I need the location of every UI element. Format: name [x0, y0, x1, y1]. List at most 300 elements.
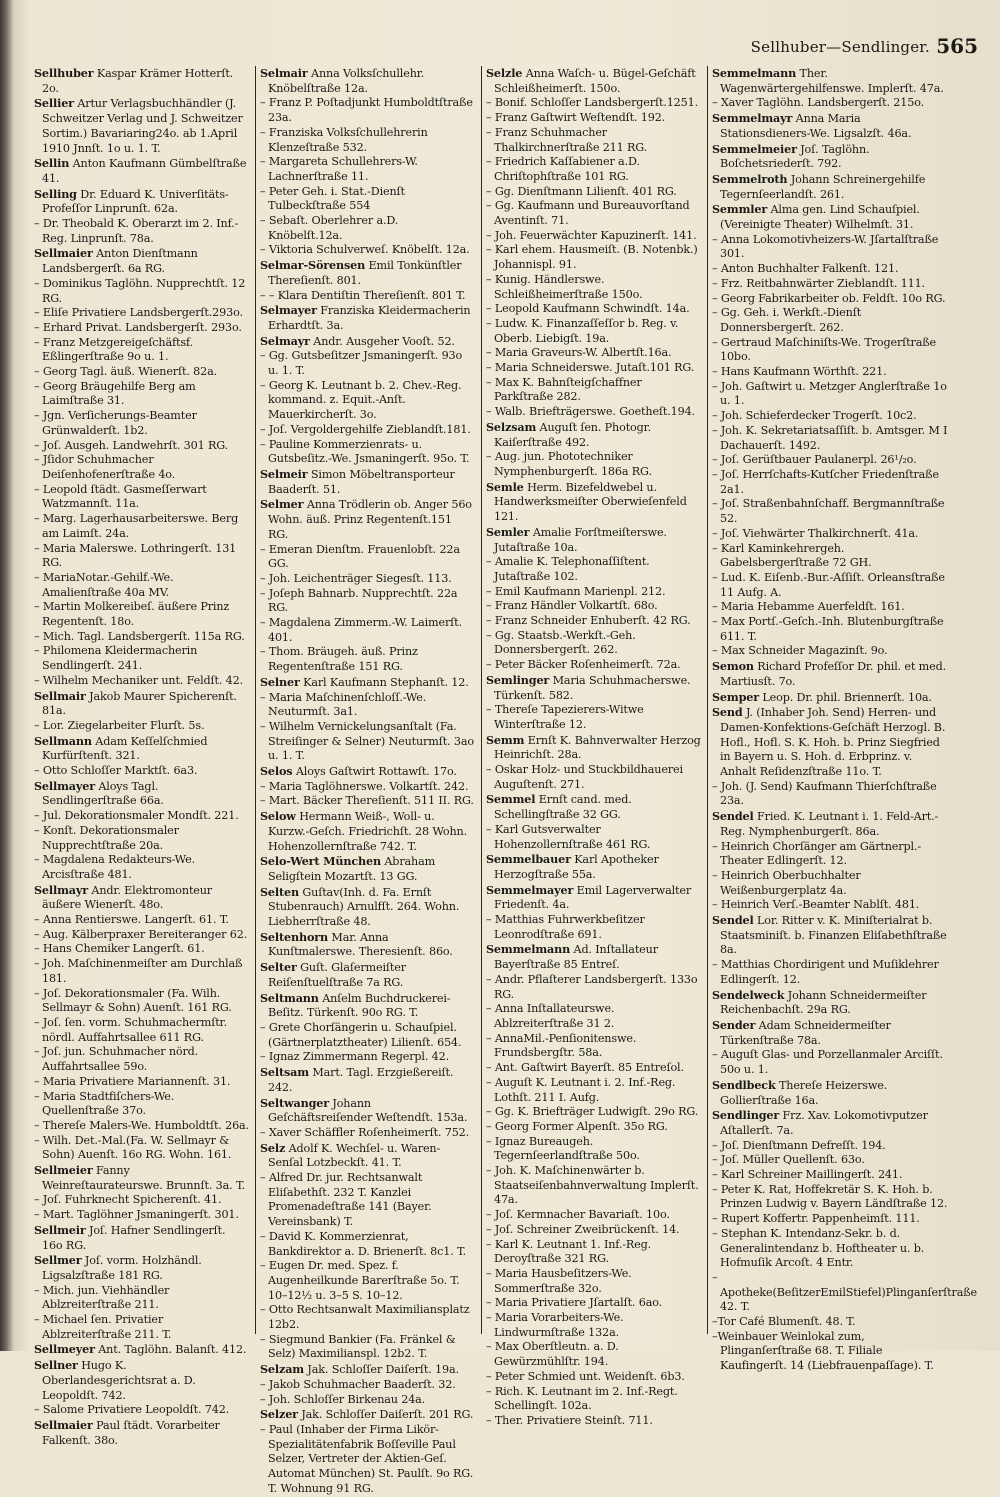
directory-entry	[34, 1403, 249, 1418]
entry-surname: Sellmair	[34, 688, 86, 703]
directory-entry	[712, 1108, 950, 1138]
entry-details: – Mich. jun. Viehhändler Ablzreiterſtraße 211.	[34, 1283, 170, 1312]
entry-details: Hugo K. Oberlandesgerichtsrat a. D. Leopoldſt. 742.	[42, 1359, 196, 1402]
entry-details: – Maria Malerswe. Lothringerſt. 131 RG.	[34, 541, 237, 570]
directory-entry	[34, 512, 249, 541]
entry-details: – Dr. Theobald K. Oberarzt im 2. Inf.-Reg. Linprunſt. 78a.	[34, 217, 239, 245]
entry-details: Paul ſtädt. Vorarbeiter Falkenſt. 38o.	[42, 1418, 220, 1447]
directory-entry	[712, 571, 950, 600]
directory-entry	[260, 1021, 475, 1050]
entry-details: – Franz P. Poſtadjunkt Humboldtſtraße 23a.	[260, 96, 473, 125]
directory-entry	[486, 1032, 701, 1061]
directory-entry	[260, 467, 475, 497]
directory-entry	[34, 779, 249, 809]
entry-details: Jak. Schloſſer Daiſerſt. 19a.	[307, 1363, 459, 1377]
directory-entry	[486, 629, 701, 658]
directory-entry	[34, 1342, 249, 1358]
directory-entry	[260, 645, 475, 674]
directory-entry	[486, 599, 701, 614]
directory-entry	[34, 409, 249, 438]
entry-details: Abraham Seligſtein Mozartſt. 13 GG.	[268, 855, 436, 883]
entry-details: – Heinrich Verſ.-Beamter Nablſt. 481.	[712, 898, 920, 912]
entry-details: – Alfred Dr. jur. Rechtsanwalt Eliſabethſt. 232 T. Kanzlei Promenadeſtraße 141 (Bayer. Vereinsbank) T.	[260, 1171, 432, 1229]
entry-details: – Joh. Schieferdecker Trogerſt. 10c2.	[712, 409, 917, 423]
entry-surname: Selmayer	[260, 303, 317, 318]
entry-surname: Semmel	[486, 792, 536, 807]
entry-details: – Karl Schreiner Maillingerſt. 241.	[712, 1168, 903, 1182]
directory-entry	[486, 614, 701, 629]
directory-entry	[712, 690, 950, 706]
directory-entry	[34, 156, 249, 186]
entry-details: Joſ. vorm. Holzhändl. Ligsalzſtraße 181 RG.	[42, 1254, 202, 1282]
entry-surname: Sellner	[34, 1358, 78, 1373]
directory-entry	[712, 306, 950, 335]
running-title: Sellhuber—Sendlinger.	[750, 38, 930, 56]
directory-entry	[486, 1340, 701, 1369]
entry-surname: Selow	[260, 809, 296, 824]
entry-details: Dr. Eduard K. Univerſitäts-Profeſſor Linprunſt. 62a.	[42, 187, 229, 216]
entry-details: – Michael ſen. Privatier Ablzreiterſtraße 211. T.	[34, 1313, 172, 1341]
entry-details: Karl Kaufmann Stephanſt. 12.	[303, 675, 469, 689]
page-number: 565	[936, 34, 978, 58]
directory-entry	[486, 346, 701, 361]
directory-entry	[712, 66, 950, 96]
directory-entry	[712, 262, 950, 277]
entry-details: – Ant. Gaſtwirt Bayerſt. 85 Entreſol.	[486, 1061, 684, 1075]
entry-details: Adam Schneidermeiſter Türkenſtraße 78a.	[720, 1019, 891, 1047]
entry-surname: Semmelroth	[712, 171, 788, 186]
entry-details: – Peter Schmied unt. Weidenſt. 6b3.	[486, 1369, 685, 1383]
entry-details: – Rich. K. Leutnant im 2. Inf.-Regt. Schellingſt. 102a.	[486, 1384, 678, 1413]
entry-surname: Sendel	[712, 809, 754, 824]
entry-surname: Sendlinger	[712, 1108, 780, 1123]
directory-entry	[34, 217, 249, 246]
entry-details: – Peter Geh. i. Stat.-Dienſt Tulbeckſtraße 554	[260, 184, 405, 213]
directory-entry	[712, 898, 950, 913]
entry-surname: Sendelweck	[712, 987, 785, 1002]
entry-details: – Otto Schloſſer Marktſt. 6a3.	[34, 764, 198, 778]
entry-details: – Matthias Chordirigent und Muſiklehrer Edlingerſt. 12.	[712, 958, 939, 986]
directory-entry	[260, 349, 475, 378]
entry-surname: Semmler	[712, 202, 768, 217]
directory-entry	[712, 365, 950, 380]
directory-entry	[712, 600, 950, 615]
directory-entry	[712, 172, 950, 202]
entry-surname: Sellmeier	[34, 1163, 93, 1178]
entry-details: Adolf K. Wechſel- u. Waren-Senſal Lotzbeckſt. 41. T.	[268, 1141, 441, 1170]
entry-surname: Selmer	[260, 497, 304, 512]
entry-surname: Semmelmayer	[486, 882, 574, 897]
directory-entry	[34, 853, 249, 882]
directory-entry	[34, 913, 249, 928]
directory-entry	[486, 361, 701, 376]
entry-details: Fanny Weinreſtaurateurswe. Brunnſt. 3a. T.	[42, 1164, 246, 1192]
entry-details: – Friedrich Kaſſabiener a.D. Chriſtophſtraße 101 RG.	[486, 155, 640, 183]
entry-details: Simon Möbeltransporteur Baaderſt. 51.	[268, 467, 455, 496]
entry-details: – Joſeph Bahnarb. Nupprechtſt. 22a RG.	[260, 586, 458, 615]
entry-details: – Joſ. Vergoldergehilfe Zieblandſt.181.	[260, 422, 471, 436]
directory-entry	[260, 572, 475, 587]
entry-details: – Peter K. Rat, Hoffekretär S. K. Hoh. b. Prinzen Ludwig v. Bayern Ländſtraße 12.	[712, 1182, 948, 1211]
entry-details: – Maria Hebamme Auerfeldſt. 161.	[712, 600, 905, 614]
directory-entry	[712, 336, 950, 365]
directory-entry	[260, 780, 475, 795]
entry-details: – David K. Kommerzienrat, Bankdirektor a. D. Brienerſt. 8c1. T.	[260, 1229, 467, 1258]
entry-details: – Gg. Gutsbeſitzer Jsmaningerſt. 93o u. 1. T.	[260, 349, 463, 378]
entry-details: – Rupert Koffertr. Pappenheimſt. 111.	[712, 1212, 920, 1226]
directory-entry	[260, 1333, 475, 1362]
directory-entry	[260, 854, 475, 884]
entry-surname: Selzer	[260, 1407, 298, 1422]
directory-entry	[260, 379, 475, 423]
directory-entry	[712, 292, 950, 307]
entry-surname: Sellin	[34, 156, 70, 171]
directory-entry	[712, 497, 950, 526]
directory-entry	[34, 380, 249, 409]
entry-details: – Stephan K. Intendanz-Sekr. b. d. Generalintendanz b. Hoftheater u. b. Hofmuſik Arcoſt. 4 Entr.	[712, 1226, 925, 1270]
directory-entry	[260, 1378, 475, 1393]
directory-entry	[34, 1208, 249, 1223]
directory-entry	[34, 957, 249, 986]
directory-entry	[34, 439, 249, 454]
entry-details: – Georg Fabrikarbeiter ob. Feldſt. 10o RG.	[712, 291, 946, 305]
entry-details: – Max Oberſtleutn. a. D. Gewürzmühlſtr. 194.	[486, 1340, 619, 1369]
directory-entry	[486, 1061, 701, 1076]
directory-entry	[486, 155, 701, 184]
directory-entry	[34, 1090, 249, 1119]
directory-entry	[486, 96, 701, 111]
entry-details: – Jſidor Schuhmacher Deiſenhofenerſtraße 4o.	[34, 453, 176, 481]
directory-entry	[712, 869, 950, 898]
directory-entry	[260, 794, 475, 809]
entry-details: Emil Tonkünſtler Thereſienſt. 801.	[268, 259, 462, 287]
entry-surname: Selmayr	[260, 333, 310, 348]
entry-details: Richard Profeſſor Dr. phil. et med. Martiusſt. 7o.	[720, 660, 947, 688]
entry-details: – Gg. Dienſtmann Lilienſt. 401 RG.	[486, 184, 677, 198]
directory-entry	[486, 480, 701, 525]
entry-surname: Selo-Wert München	[260, 854, 381, 869]
directory-entry	[712, 380, 950, 409]
entry-details: – Emil Kaufmann Marienpl. 212.	[486, 584, 666, 598]
entry-details: – Georg Former Alpenſt. 35o RG.	[486, 1119, 668, 1133]
directory-entry	[34, 987, 249, 1016]
directory-entry	[34, 1075, 249, 1090]
directory-entry	[712, 202, 950, 232]
entry-details: Alma gen. Lind Schauſpiel. (Vereinigte Theater) Wilhelmſt. 31.	[720, 203, 920, 232]
directory-entry	[486, 763, 701, 792]
directory-entry	[712, 644, 950, 659]
directory-entry	[34, 1193, 249, 1208]
directory-entry	[260, 1423, 475, 1497]
entry-details: – Walb. Briefträgerswe. Goetheſt.194.	[486, 405, 695, 419]
directory-entry	[486, 942, 701, 972]
entry-details: – Joh. Schloſſer Birkenau 24a.	[260, 1392, 426, 1406]
directory-entry	[712, 542, 950, 571]
directory-entry	[486, 823, 701, 852]
directory-entry	[486, 273, 701, 302]
directory-entry	[260, 675, 475, 691]
directory-entry	[486, 126, 701, 155]
entry-details: Johann Schneidermeiſter Reichenbachſt. 29a RG.	[720, 988, 927, 1017]
column-1	[30, 66, 256, 1447]
entry-details: – Lor. Ziegelarbeiter Flurſt. 5s.	[34, 718, 205, 732]
entry-details: – Wilhelm Vernickelungsanſtalt (Fa. Streiſinger & Selner) Neuturmſt. 3ao u. 1. T.	[260, 719, 474, 763]
directory-entry	[486, 243, 701, 272]
directory-entry	[712, 1270, 978, 1315]
directory-entry	[34, 824, 249, 853]
directory-entry	[486, 1370, 701, 1385]
directory-entry	[260, 1259, 475, 1303]
entry-details: – Georg Bräugehilfe Berg am Laimſtraße 31.	[34, 379, 196, 408]
entry-details: Artur Verlagsbuchhändler (J. Schweitzer Verlag und J. Schweitzer Sortim.) Bavariaring24o. ab 1.April 1910 Jnnſt. 1o u. 1. T.	[42, 97, 243, 155]
directory-entry	[486, 1311, 701, 1340]
directory-entry	[260, 1096, 475, 1126]
directory-entry	[34, 571, 249, 600]
entry-details: – Dominikus Taglöhn. Nupprechtſt. 12 RG.	[34, 276, 246, 305]
entry-details: – Maria Maſchinenſchloſſ.-We. Neuturmſt. 3a1.	[260, 690, 427, 719]
entry-surname: Selzle	[486, 66, 523, 80]
entry-details: – Hans Kaufmann Wörthſt. 221.	[712, 365, 887, 379]
directory-entry	[34, 453, 249, 482]
entry-surname: Semon	[712, 659, 754, 674]
directory-entry	[486, 376, 701, 405]
entry-details: – Maria Hausbeſitzers-We. Sommerſtraße 32o.	[486, 1266, 632, 1295]
directory-entry	[712, 111, 950, 141]
adjacent-page-edge	[0, 60, 22, 1260]
entry-details: – Auguſt K. Leutnant i. 2. Inf.-Reg. Lothſt. 211 I. Aufg.	[486, 1075, 676, 1104]
entry-surname: Selz	[260, 1140, 286, 1155]
entry-details: – Amalie K. Telephonaſſiſtent. Jutaſtraße 102.	[486, 555, 650, 583]
entry-details: – Leopold Kaufmann Schwindſt. 14a.	[486, 302, 690, 316]
entry-details: Anna Waſch- u. Bügel-Geſchäft Schleißheimerſt. 150o.	[494, 67, 696, 95]
directory-entry	[712, 1330, 950, 1374]
entry-details: – Auguſt Glas- und Porzellanmaler Arciſſt. 50o u. 1.	[712, 1048, 943, 1077]
entry-details: – Jgn. Verſicherungs-Beamter Grünwalderſt. 1b2.	[34, 409, 197, 437]
entry-details: Hermann Weiß-, Woll- u. Kurzw.-Geſch. Friedrichſt. 28 Wohn. Hohenzollernſtraße 742. T.	[268, 810, 468, 853]
directory-entry	[712, 527, 950, 542]
directory-entry	[486, 792, 701, 822]
entry-details: – Karl ehem. Hausmeiſt. (B. Notenbk.) Johannispl. 91.	[486, 243, 698, 272]
entry-surname: Semm	[486, 732, 525, 747]
directory-entry	[260, 1230, 475, 1259]
directory-entry	[486, 1208, 701, 1223]
entry-details: – Peter Bäcker Roſenheimerſt. 72a.	[486, 658, 681, 672]
directory-entry	[712, 840, 950, 869]
entry-details: – Kunig. Händlerswe. Schleißheimerſtraße 150o.	[486, 272, 643, 301]
entry-surname: Semlinger	[486, 672, 550, 687]
directory-entry	[260, 1171, 475, 1230]
directory-entry	[34, 689, 249, 719]
directory-entry	[712, 142, 950, 172]
entry-details: – Maria Vorarbeiters-We. Lindwurmſtraße 132a.	[486, 1311, 624, 1339]
entry-details: – Eliſe Privatiere Landsbergerſt.293o.	[34, 306, 243, 320]
entry-details: – Anna Rentierswe. Langerſt. 61. T.	[34, 913, 229, 927]
entry-details: Anſelm Buchdruckerei-Beſitz. Türkenſt. 90o RG. T.	[268, 991, 451, 1020]
entry-details: – Heinrich Chorſänger am Gärtnerpl.-Theater Edlingerſt. 12.	[712, 839, 921, 868]
directory-entry	[34, 1313, 249, 1342]
directory-entry	[260, 764, 475, 780]
directory-entry	[712, 659, 950, 689]
directory-entry	[34, 1016, 249, 1045]
entry-details: Auguſt ſen. Photogr. Kaiſerſtraße 492.	[494, 420, 652, 449]
directory-entry	[486, 229, 701, 244]
entry-surname: Sellmaier	[34, 246, 93, 261]
directory-entry	[712, 913, 950, 958]
page-header	[40, 34, 978, 58]
directory-entry	[260, 991, 475, 1021]
entry-details: – Gg. Kaufmann und Bureauvorſtand Aventinſt. 71.	[486, 199, 690, 228]
directory-entry	[712, 1212, 950, 1227]
directory-entry	[34, 764, 249, 779]
entry-details: – Leopold ſtädt. Gasmeſſerwart Watzmannſt. 11a.	[34, 482, 207, 511]
directory-entry	[260, 334, 475, 350]
entry-details: Andr. Elektromonteur äußere Wienerſt. 48o.	[42, 883, 213, 912]
entry-surname: Semler	[486, 524, 530, 539]
entry-surname: Send	[712, 705, 743, 720]
entry-details: – Anna Lokomotivheizers-W. Jſartalſtraße 301.	[712, 232, 939, 261]
entry-surname: Selzam	[260, 1362, 304, 1377]
directory-entry	[260, 587, 475, 616]
entry-details: – Gg. Geh. i. Werkſt.-Dienſt Donnersbergerſt. 262.	[712, 306, 862, 334]
entry-surname: Sellmann	[34, 733, 92, 748]
entry-details: – Franz Schuhmacher Thalkirchnerſtraße 211 RG.	[486, 125, 648, 154]
entry-details: – Emeran Dienſtm. Frauenlobſt. 22a GG.	[260, 542, 460, 571]
entry-details: – Xaver Schäffler Roſenheimerſt. 752.	[260, 1125, 470, 1139]
directory-entry	[486, 1238, 701, 1267]
directory-entry	[486, 1135, 701, 1164]
entry-details: Anna Volksſchullehr. Knöbelſtraße 12a.	[268, 67, 425, 95]
entry-details: Amalie Forſtmeiſterswe. Jutaſtraße 10a.	[494, 525, 667, 554]
entry-details: – Franz Händler Volkartſt. 68o.	[486, 599, 658, 613]
directory-entry	[712, 1168, 950, 1183]
entry-details: Maria Schuhmacherswe. Türkenſt. 582.	[494, 673, 691, 702]
entry-details: – Joſ. Schreiner Zweibrückenſt. 14.	[486, 1222, 680, 1236]
entry-details: – Joſ. ſen. vorm. Schuhmachermſtr. nördl. Auffahrtsallee 611 RG.	[34, 1016, 227, 1044]
directory-entry	[712, 1227, 950, 1271]
directory-entry	[260, 155, 475, 184]
entry-details: Karl Apotheker Herzogſtraße 55a.	[494, 853, 659, 881]
directory-entry	[260, 185, 475, 214]
entry-details: – Marg. Lagerhausarbeiterswe. Berg am Laimſt. 24a.	[34, 512, 239, 540]
directory-entry	[712, 988, 950, 1018]
entry-details: – Maria Privatiere Jſartalſt. 6ao.	[486, 1296, 663, 1310]
directory-entry	[260, 885, 475, 930]
directory-entry	[486, 66, 701, 96]
entry-details: Andr. Ausgeher Vooſt. 52.	[313, 334, 455, 348]
directory-entry	[260, 1141, 475, 1171]
entry-details: – Gg. Staatsb.-Werkſt.-Geh. Donnersbergerſt. 262.	[486, 628, 636, 657]
entry-details: – Joh. (J. Send) Kaufmann Thierſchſtraße 23a.	[712, 779, 937, 808]
directory-entry	[486, 1076, 701, 1105]
entry-details: – Frz. Reitbahnwärter Zieblandſt. 111.	[712, 276, 925, 290]
directory-entry	[34, 306, 249, 321]
directory-entry	[486, 525, 701, 555]
directory-entry	[260, 1407, 475, 1423]
directory-entry	[34, 630, 249, 645]
entry-details: Ernſt K. Bahnverwalter Herzog Heinrichſt. 28a.	[494, 733, 701, 762]
entry-details: – – Klara Dentiſtin Thereſienſt. 801 T.	[260, 288, 466, 302]
directory-entry	[34, 1418, 249, 1448]
entry-details: Thereſe Heizerswe. Gollierſtraße 16a.	[720, 1078, 888, 1107]
directory-entry	[260, 691, 475, 720]
directory-entry	[34, 1284, 249, 1313]
directory-entry	[486, 199, 701, 228]
entry-details: – Ignaz Zimmermann Regerpl. 42.	[260, 1050, 450, 1064]
entry-details: – Mart. Taglöhner Jsmaningerſt. 301.	[34, 1208, 239, 1222]
entry-details: – Joſ. Herrſchafts-Kutſcher Friedenſtraße 2a1.	[712, 467, 939, 496]
entry-surname: Sellmaier	[34, 1417, 93, 1432]
entry-details: – Franziska Volksſchullehrerin Klenzeſtraße 532.	[260, 125, 428, 154]
entry-details: Joſ. Hafner Sendlingerſt. 16o RG.	[42, 1223, 226, 1252]
entry-details: – Wilh. Det.-Mal.(Fa. W. Sellmayr & Sohn) Auenſt. 16o RG. Wohn. 161.	[34, 1133, 232, 1162]
directory-entry	[34, 1253, 249, 1283]
directory-entry	[486, 302, 701, 317]
directory-entry	[486, 913, 701, 942]
entry-details: – Joh. Gaſtwirt u. Metzger Anglerſtraße 1o u. 1.	[712, 379, 947, 408]
directory-entry	[712, 453, 950, 468]
entry-surname: Selmair	[260, 66, 308, 80]
directory-entry	[260, 303, 475, 333]
directory-entry	[34, 600, 249, 629]
directory-entry	[34, 66, 249, 96]
entry-details: J. (Inhaber Joh. Send) Herren- und Damen-Konfektions-Geſchäft Herzogl. B. Hofl., Hofl. S. K. Hoh. b. Prinz Siegfried in Bayern u. S. Hoh. d. Erbprinz. v. Anhalt Reſidenzſtraße 11o. T.	[720, 706, 946, 779]
entry-surname: Seltmann	[260, 990, 319, 1005]
directory-entry	[260, 497, 475, 542]
directory-entry	[486, 733, 701, 763]
entry-details: – Thereſe Tapezierers-Witwe Winterſtraße 12.	[486, 703, 644, 731]
entry-details: – Joſ. Fuhrknecht Spicherenſt. 41.	[34, 1193, 222, 1207]
directory-entry	[486, 658, 701, 673]
directory-entry	[712, 1139, 950, 1154]
directory-entry	[712, 233, 950, 262]
directory-entry	[34, 928, 249, 943]
directory-entry	[34, 187, 249, 217]
entry-details: – Aug. Kälberpraxer Bereiteranger 62.	[34, 927, 248, 941]
entry-details: – Max Portſ.-Geſch.-Inh. Blutenburgſtraße 611. T.	[712, 615, 944, 643]
entry-surname: Sender	[712, 1018, 756, 1032]
directory-entry	[34, 277, 249, 306]
entry-details: Mart. Tagl. Erzgießereiſt. 242.	[268, 1066, 454, 1094]
entry-surname: Semmelbauer	[486, 852, 571, 867]
directory-entry	[260, 720, 475, 764]
entry-details: Joſ. Taglöhn. Boſchetsriederſt. 792.	[720, 142, 870, 171]
entry-details: – Joſ. Müller Quellenſt. 63o.	[712, 1153, 865, 1167]
entry-details: – Mich. Tagl. Landsbergerſt. 115a RG.	[34, 629, 245, 643]
entry-details: Aloys Tagl. Sendlingerſtraße 66a.	[42, 779, 164, 808]
entry-details: – Maria Stadtfiſchers-We. Quellenſtraße 37o.	[34, 1089, 175, 1118]
directory-entry	[260, 66, 475, 96]
directory-entry	[486, 1296, 701, 1311]
entry-details: – Joſ. Kermnacher Bavariaſt. 10o.	[486, 1208, 670, 1222]
entry-details: – Margareta Schullehrers-W. Lachnerſtraße 11.	[260, 155, 418, 183]
directory-entry	[486, 317, 701, 346]
entry-details: – Joh. Feuerwächter Kapuzinerſt. 141.	[486, 228, 697, 242]
entry-surname: Seltsam	[260, 1065, 309, 1080]
directory-entry	[34, 674, 249, 689]
directory-entry	[34, 542, 249, 571]
directory-entry	[34, 1134, 249, 1163]
entry-surname: Seltwanger	[260, 1095, 329, 1110]
entry-surname: Selten	[260, 884, 299, 899]
entry-details: – Gertraud Maſchiniſts-We. Trogerſtraße 10bo.	[712, 335, 937, 364]
directory-entry	[486, 585, 701, 600]
entry-details: Jak. Schloſſer Daiſerſt. 201 RG.	[301, 1408, 474, 1422]
entry-details: – Martin Molkereibeſ. äußere Prinz Regentenſt. 18o.	[34, 600, 230, 629]
entry-details: – Joſ. Dienſtmann Defreſſt. 194.	[712, 1138, 886, 1152]
entry-details: –Tor Café Blumenſt. 48. T.	[712, 1315, 856, 1329]
directory-entry	[712, 615, 950, 644]
directory-entry	[34, 644, 249, 673]
